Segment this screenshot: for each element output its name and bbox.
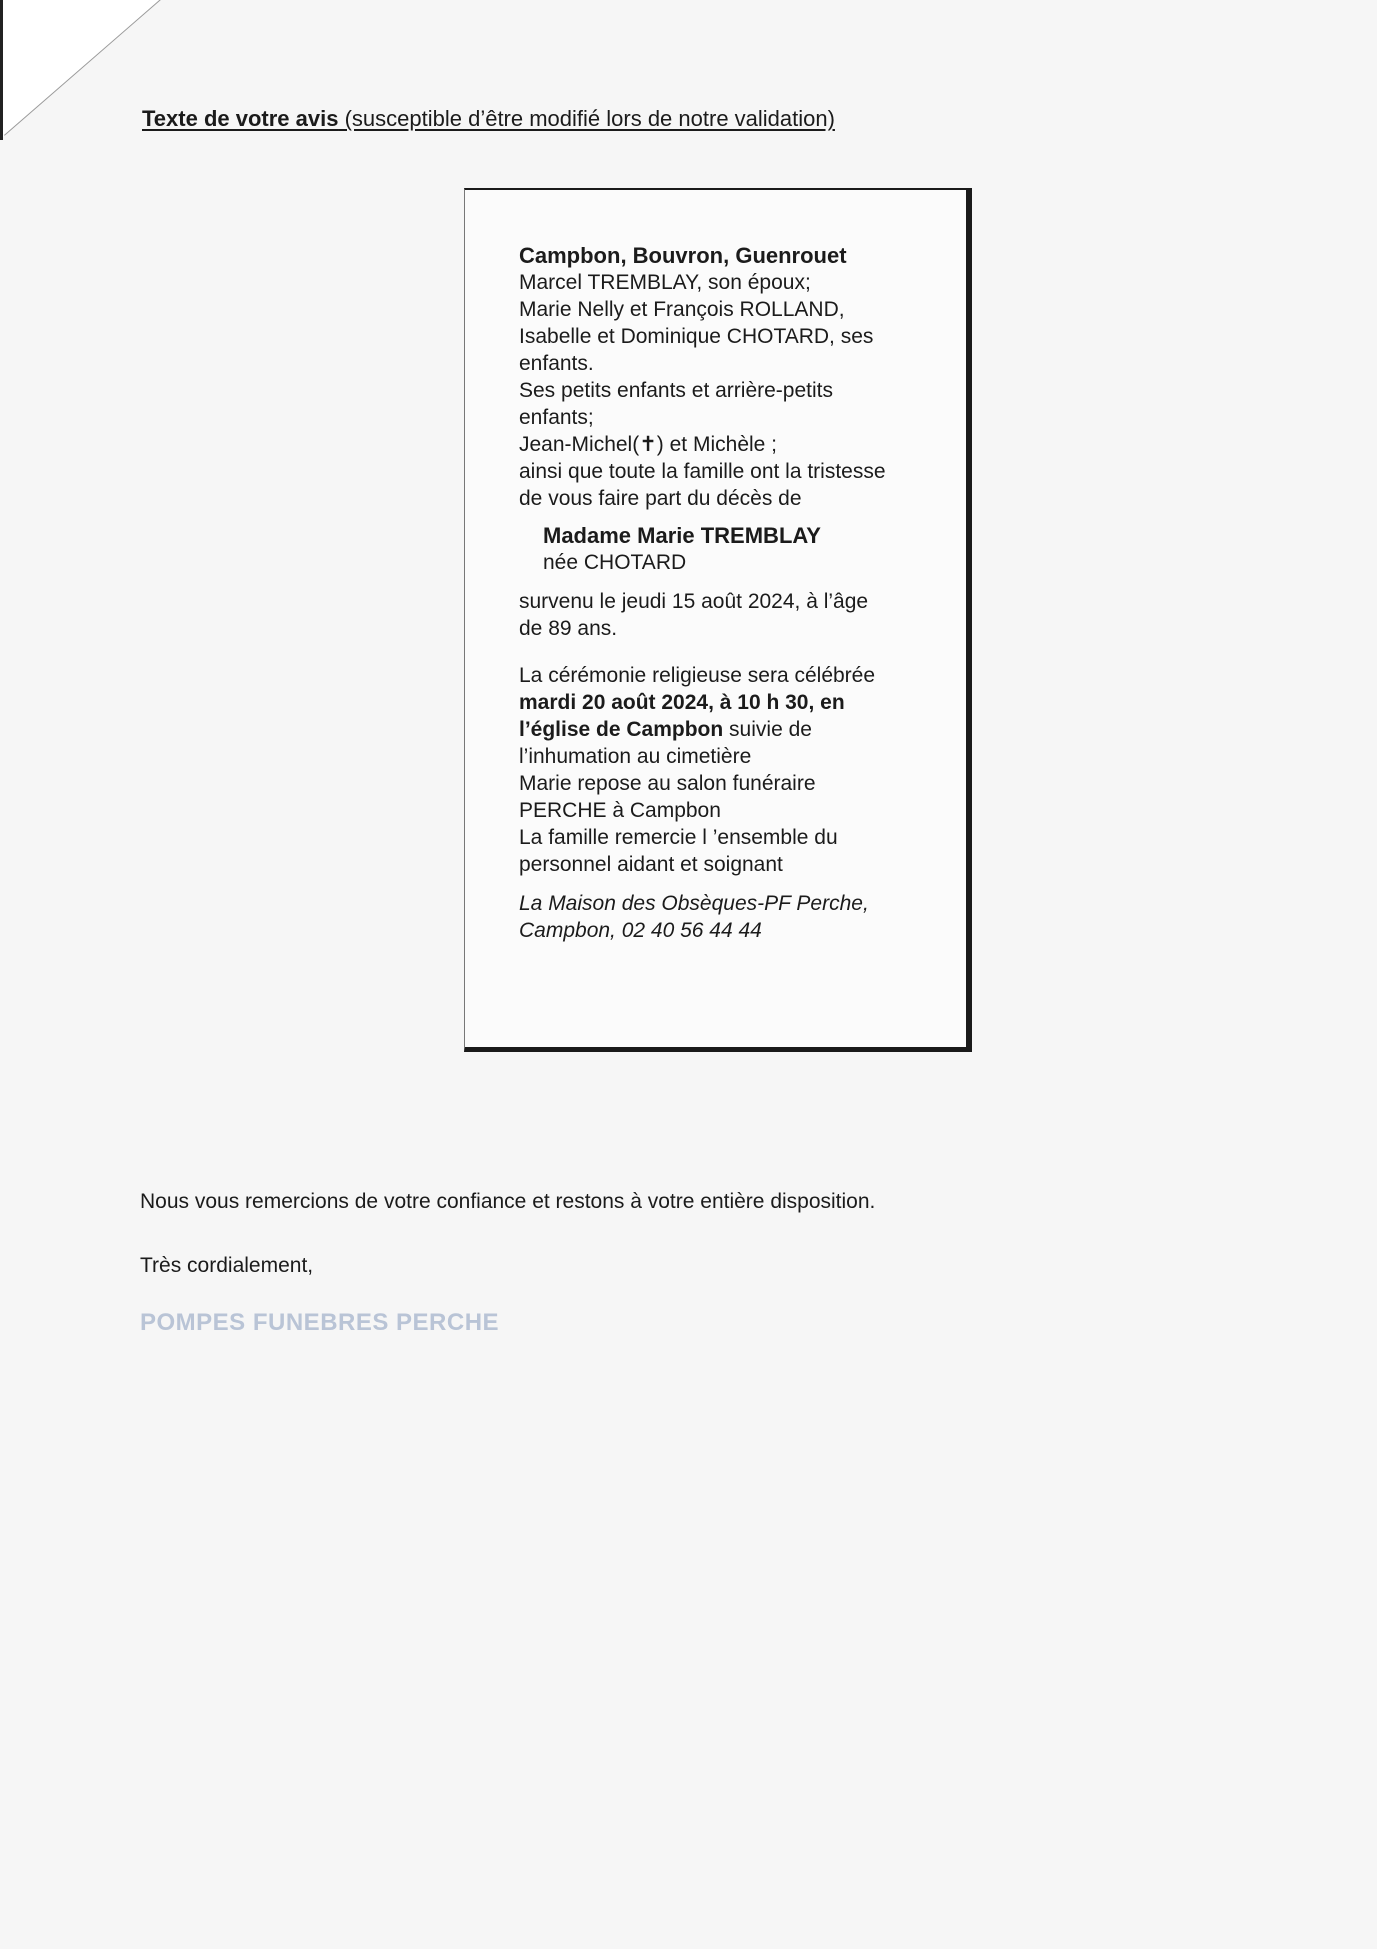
signoff-text: Très cordialement, (140, 1254, 314, 1277)
obituary-notice-box (464, 188, 972, 1052)
agency-line: Campbon, 02 40 56 44 44 (519, 919, 762, 942)
scan-edge (0, 0, 3, 140)
family-line: de vous faire part du décès de (519, 487, 802, 510)
ceremony-line: PERCHE à Campbon (519, 799, 721, 822)
spacer (519, 642, 939, 662)
family-line: Isabelle et Dominique CHOTARD, ses (519, 325, 874, 348)
ceremony-place-line (519, 716, 939, 743)
ceremony-line: l’inhumation au cimetière (519, 745, 752, 768)
deceased-block (543, 522, 939, 576)
ceremony-place: l’église de Campbon (519, 718, 724, 741)
family-line: enfants; (519, 406, 594, 429)
notice-heading (142, 106, 835, 132)
death-line: survenu le jeudi 15 août 2024, à l’âge (519, 590, 869, 613)
family-line: Marie Nelly et François ROLLAND, (519, 298, 845, 321)
death-line: de 89 ans. (519, 617, 618, 640)
ceremony-tail: suivie de (723, 718, 812, 741)
ceremony-line: personnel aidant et soignant (519, 853, 783, 876)
company-name: POMPES FUNEBRES PERCHE (140, 1309, 500, 1336)
ceremony-line: La famille remercie l ’ensemble du (519, 826, 838, 849)
family-line: Jean-Michel(✝) et Michèle ; (519, 433, 778, 456)
agency-line: La Maison des Obsèques-PF Perche, (519, 892, 869, 915)
spacer (519, 878, 939, 890)
heading-note: (susceptible d’être modifié lors de notre validation) (338, 106, 835, 131)
notice-content (519, 242, 939, 944)
ceremony-intro: La cérémonie religieuse sera célébrée (519, 664, 876, 687)
closing-text: Nous vous remercions de votre confiance et restons à votre entière disposition. (140, 1190, 876, 1213)
heading-title: Texte de votre avis (142, 106, 339, 131)
ceremony-line: Marie repose au salon funéraire (519, 772, 816, 795)
family-line: ainsi que toute la famille ont la tristesse (519, 460, 886, 483)
deceased-name: Madame Marie TREMBLAY (543, 523, 821, 548)
family-line: Marcel TREMBLAY, son époux; (519, 271, 811, 294)
ceremony-date: mardi 20 août 2024, à 10 h 30, en (519, 691, 845, 714)
family-line: enfants. (519, 352, 594, 375)
family-line: Ses petits enfants et arrière-petits (519, 379, 833, 402)
deceased-birth-name: née CHOTARD (543, 551, 687, 574)
notice-places: Campbon, Bouvron, Guenrouet (519, 243, 847, 268)
